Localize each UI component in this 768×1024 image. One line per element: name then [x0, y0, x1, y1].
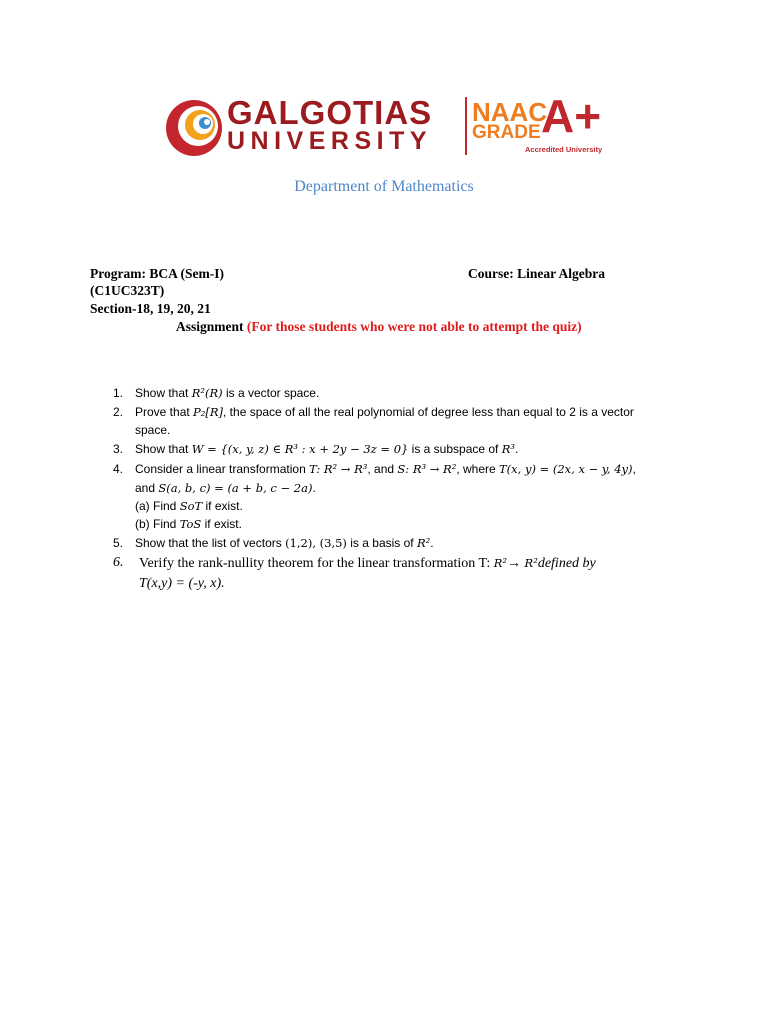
question-number: 6.: [113, 555, 124, 570]
question-number: 4.: [113, 462, 124, 476]
course-code: (C1UC323T): [90, 283, 165, 298]
logo-title: GALGOTIAS: [227, 94, 433, 131]
question-text: Consider a linear transformation T: R² → R³, and S: R³ → R², where T(x, y) = (2x, x − y, 4y),: [135, 462, 636, 476]
subquestion-b: (b) Find ToS if exist.: [135, 517, 242, 531]
accredited-note: Accredited University: [525, 145, 603, 154]
question-text: Show that W = {(x, y, z) ∈ R³ : x + 2y − 3z = 0} is a subspace of R³.: [135, 442, 519, 456]
question-number: 5.: [113, 536, 124, 550]
question-text-continued: T(x,y) = (-y, x).: [139, 576, 225, 591]
assignment-heading: [176, 319, 582, 335]
question-text: Show that R²(R) is a vector space.: [135, 386, 320, 400]
course-label: Course: Linear Algebra: [468, 266, 605, 281]
galgotias-swirl-icon: [165, 97, 223, 159]
question-text: Prove that P₂[R], the space of all the real polynomial of degree less than equal to 2 is a vector: [135, 405, 634, 419]
section-label: Section-18, 19, 20, 21: [90, 301, 211, 316]
grade-label: GRADE: [472, 122, 541, 143]
logo-subtitle: UNIVERSITY: [227, 127, 433, 155]
question-number: 1.: [113, 386, 124, 400]
question-text-continued: and S(a, b, c) = (a + b, c − 2a).: [135, 481, 316, 495]
logo-divider: [465, 97, 467, 155]
question-text: Verify the rank-nullity theorem for the linear transformation T: R²→ R²defined by: [139, 556, 596, 571]
naac-label: NAAC: [472, 97, 548, 127]
assignment-label: Assignment: [176, 319, 244, 334]
question-number: 2.: [113, 405, 124, 419]
assignment-note: (For those students who were not able to attempt the quiz): [246, 319, 582, 334]
question-text-continued: space.: [135, 423, 171, 437]
university-logo: [165, 90, 605, 165]
question-text: Show that the list of vectors (1,2), (3,5) is a basis of R².: [135, 536, 434, 550]
question-number: 3.: [113, 442, 124, 456]
subquestion-a: (a) Find SoT if exist.: [135, 499, 243, 513]
program-label: Program: BCA (Sem-I): [90, 266, 224, 281]
grade-value: A+: [541, 90, 602, 142]
department-title: Department of Mathematics: [294, 178, 474, 195]
